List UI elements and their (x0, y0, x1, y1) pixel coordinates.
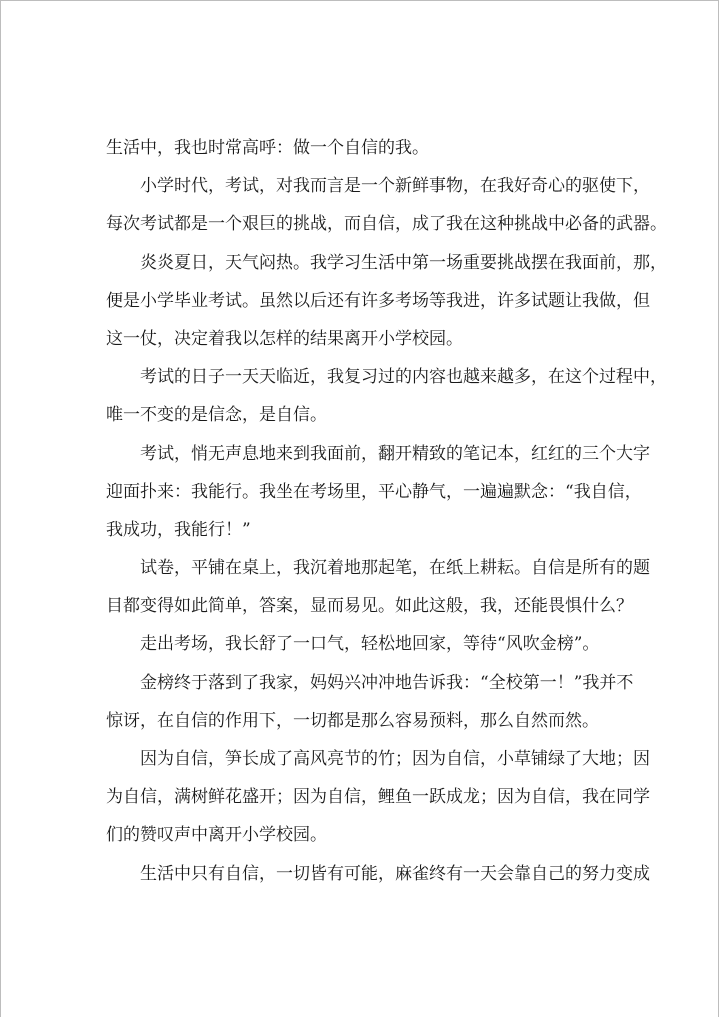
text-line: 每次考试都是一个艰巨的挑战，而自信，成了我在这种挑战中必备的武器。 (106, 214, 667, 235)
text-line: 考试的日子一天天临近，我复习过的内容也越来越多，在这个过程中， (140, 367, 667, 388)
text-line: 唯一不变的是信念，是自信。 (106, 405, 327, 426)
text-line: 炎炎夏日，天气闷热。我学习生活中第一场重要挑战摆在我面前，那， (140, 252, 667, 273)
text-line: 惊讶，在自信的作用下，一切都是那么容易预料，那么自然而然。 (106, 710, 599, 731)
text-line: 小学时代，考试，对我而言是一个新鲜事物，在我好奇心的驱使下， (140, 176, 650, 197)
text-line: 们的赞叹声中离开小学校园。 (106, 825, 327, 846)
essay-body (106, 129, 667, 893)
text-line: 生活中只有自信，一切皆有可能，麻雀终有一天会靠自己的努力变成 (140, 863, 650, 884)
text-line: 迎面扑来：我能行。我坐在考场里，平心静气，一遍遍默念：“我自信， (106, 481, 642, 502)
text-line: 因为自信，笋长成了高风亮节的竹；因为自信，小草铺绿了大地；因 (140, 749, 650, 769)
text-line: 金榜终于落到了我家，妈妈兴冲冲地告诉我：“全校第一！”我并不 (140, 672, 634, 693)
text-line: 考试，悄无声息地来到我面前，翻开精致的笔记本，红红的三个大字 (140, 443, 650, 464)
text-line: 走出考场，我长舒了一口气，轻松地回家，等待“风吹金榜”。 (140, 634, 600, 655)
text-line: 为自信，满树鲜花盛开；因为自信，鲤鱼一跃成龙；因为自信，我在同学 (106, 787, 650, 808)
text-line: 这一仗，决定着我以怎样的结果离开小学校园。 (106, 328, 463, 349)
text-line: 生活中，我也时常高呼：做一个自信的我。 (106, 138, 429, 158)
text-line: 便是小学毕业考试。虽然以后还有许多考场等我进，许多试题让我做，但 (106, 290, 650, 311)
text-line: 目都变得如此简单，答案，显而易见。如此这般，我，还能畏惧什么？ (106, 596, 633, 617)
text-line: 我成功，我能行！” (106, 519, 251, 540)
text-line: 试卷，平铺在桌上，我沉着地那起笔，在纸上耕耘。自信是所有的题 (140, 558, 650, 579)
